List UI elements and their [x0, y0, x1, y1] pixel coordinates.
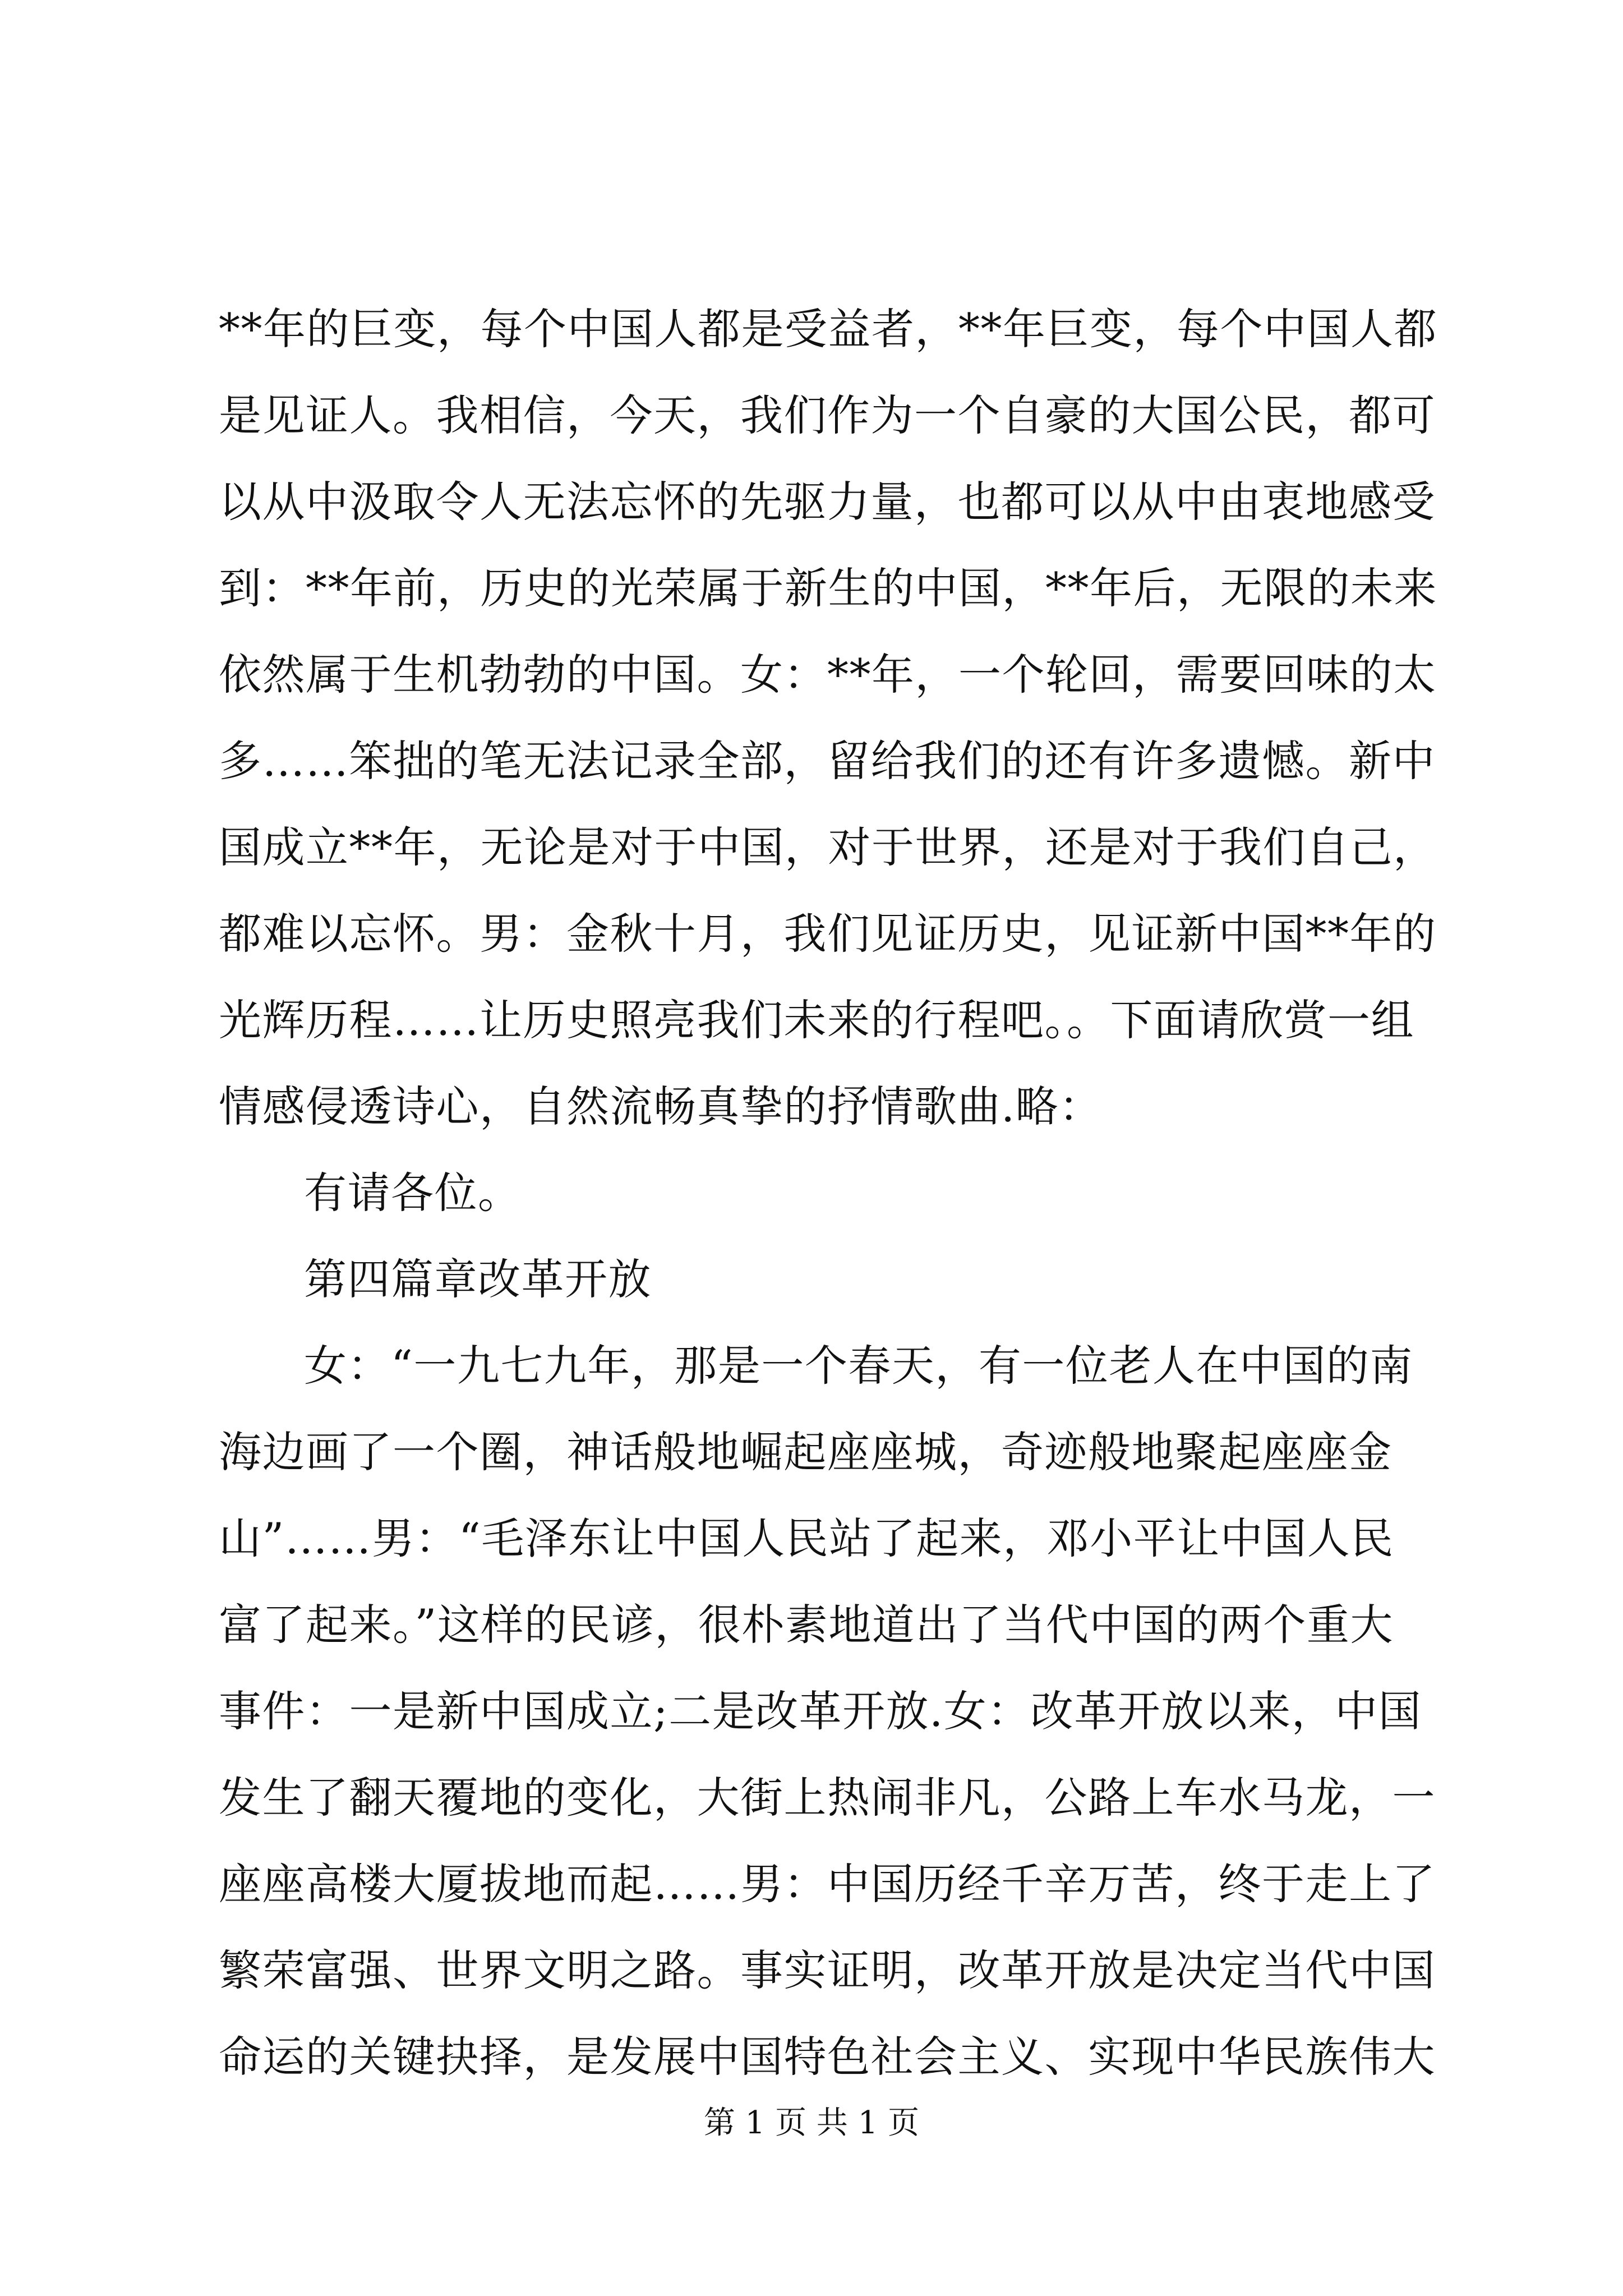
body-line: 情感侵透诗心，自然流畅真挚的抒情歌曲.略：: [219, 1082, 1103, 1131]
body-line: 都难以忘怀。男：金秋十月，我们见证历史，见证新中国**年的: [219, 909, 1437, 959]
body-line: 繁荣富强、世界文明之路。事实证明，改革开放是决定当代中国: [219, 1945, 1436, 1995]
body-line: 富了起来。”这样的民谚，很朴素地道出了当代中国的两个重大: [219, 1600, 1394, 1650]
body-line: 国成立**年，无论是对于中国，对于世界，还是对于我们自己，: [219, 822, 1437, 872]
body-line: 座座高楼大厦拔地而起……男：中国历经千辛万苦，终于走上了: [219, 1859, 1436, 1909]
body-line: 女：“一九七九年，那是一个春天，有一位老人在中国的南: [304, 1341, 1413, 1391]
document-body: [219, 286, 1437, 2100]
body-line: 海边画了一个圈，神话般地崛起座座城，奇迹般地聚起座座金: [219, 1427, 1393, 1477]
body-line: 是见证人。我相信，今天，我们作为一个自豪的大国公民，都可: [219, 390, 1436, 440]
body-line: 多……笨拙的笔无法记录全部，留给我们的还有许多遗憾。新中: [219, 736, 1436, 786]
body-line: 依然属于生机勃勃的中国。女：**年，一个轮回，需要回味的太: [219, 650, 1437, 700]
section-heading: 第四篇章改革开放: [304, 1254, 652, 1304]
body-line: 光辉历程……让历史照亮我们未来的行程吧。。下面请欣赏一组: [219, 995, 1414, 1045]
body-line: 以从中汲取令人无法忘怀的先驱力量，也都可以从中由衷地感受: [219, 477, 1436, 527]
body-line: 事件：一是新中国成立;二是改革开放.女：改革开放以来，中国: [219, 1686, 1422, 1736]
body-line: 命运的关键抉择，是发展中国特色社会主义、实现中华民族伟大: [219, 2032, 1436, 2082]
body-line: 发生了翻天覆地的变化，大街上热闹非凡，公路上车水马龙，一: [219, 1773, 1436, 1823]
body-line: **年的巨变，每个中国人都是受益者，**年巨变，每个中国人都: [219, 304, 1437, 354]
body-line: 到：**年前，历史的光荣属于新生的中国，**年后，无限的未来: [219, 563, 1437, 613]
body-line: 有请各位。: [304, 1168, 522, 1218]
body-line: 山”……男：“毛泽东让中国人民站了起来，邓小平让中国人民: [219, 1513, 1394, 1563]
page-footer: 第 1 页 共 1 页: [703, 2105, 920, 2141]
